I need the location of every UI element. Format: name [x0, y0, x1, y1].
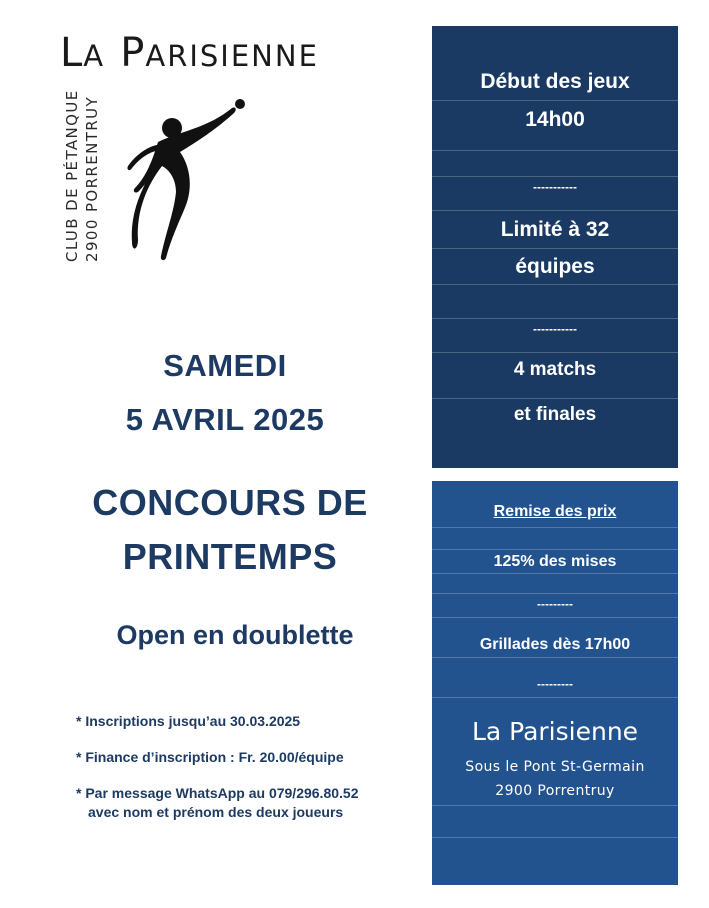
- event-title-line1: CONCOURS DE: [92, 482, 368, 523]
- prizes-title: Remise des prix: [493, 503, 617, 520]
- grill-info: Grillades dès 17h00: [479, 636, 631, 653]
- petanque-player-icon: [118, 92, 258, 262]
- venue-name: La Parisienne: [471, 717, 639, 746]
- venue-city: 2900 Porrentruy: [495, 783, 615, 799]
- separator-3: ---------: [537, 597, 573, 611]
- event-day: SAMEDI: [163, 348, 287, 383]
- note-names: avec nom et prénom des deux joueurs: [88, 804, 344, 820]
- note-fee: * Finance d’inscription : Fr. 20.00/équipe: [76, 749, 344, 765]
- brand-letter-p: P: [120, 30, 146, 76]
- event-date: 5 AVRIL 2025: [125, 402, 325, 437]
- note-whatsapp: * Par message WhatsApp au 079/296.80.52: [76, 785, 359, 801]
- club-subtitle-vertical: [62, 89, 102, 262]
- club-line1: CLUB DE PÉTANQUE: [63, 89, 81, 262]
- brand-letter-l: L: [60, 30, 84, 76]
- event-title-line2: PRINTEMPS: [122, 536, 338, 577]
- separator-2: -----------: [533, 322, 577, 336]
- separator-1: -----------: [533, 180, 577, 194]
- brand-letters-arisienne: ARISIENNE: [145, 39, 319, 73]
- venue-address: Sous le Pont St-Germain: [465, 759, 645, 775]
- brand-letters-a: A: [83, 39, 106, 73]
- info-panel-bottom: [432, 481, 678, 885]
- registration-notes: [76, 712, 426, 822]
- start-label: Début des jeux: [480, 70, 630, 93]
- prizes-value: 125% des mises: [493, 553, 617, 570]
- matches-line2: et finales: [513, 404, 597, 425]
- limit-line1: Limité à 32: [500, 218, 610, 241]
- separator-4: ---------: [537, 677, 573, 691]
- start-time: 14h00: [525, 108, 585, 131]
- limit-line2: équipes: [515, 255, 595, 278]
- info-panel-top: [432, 26, 678, 468]
- club-line2: 2900 PORRENTRUY: [83, 95, 101, 262]
- club-name-logo: [60, 30, 360, 80]
- matches-line1: 4 matchs: [513, 359, 597, 380]
- note-deadline: * Inscriptions jusqu’au 30.03.2025: [76, 713, 301, 729]
- event-format: Open en doublette: [116, 620, 354, 650]
